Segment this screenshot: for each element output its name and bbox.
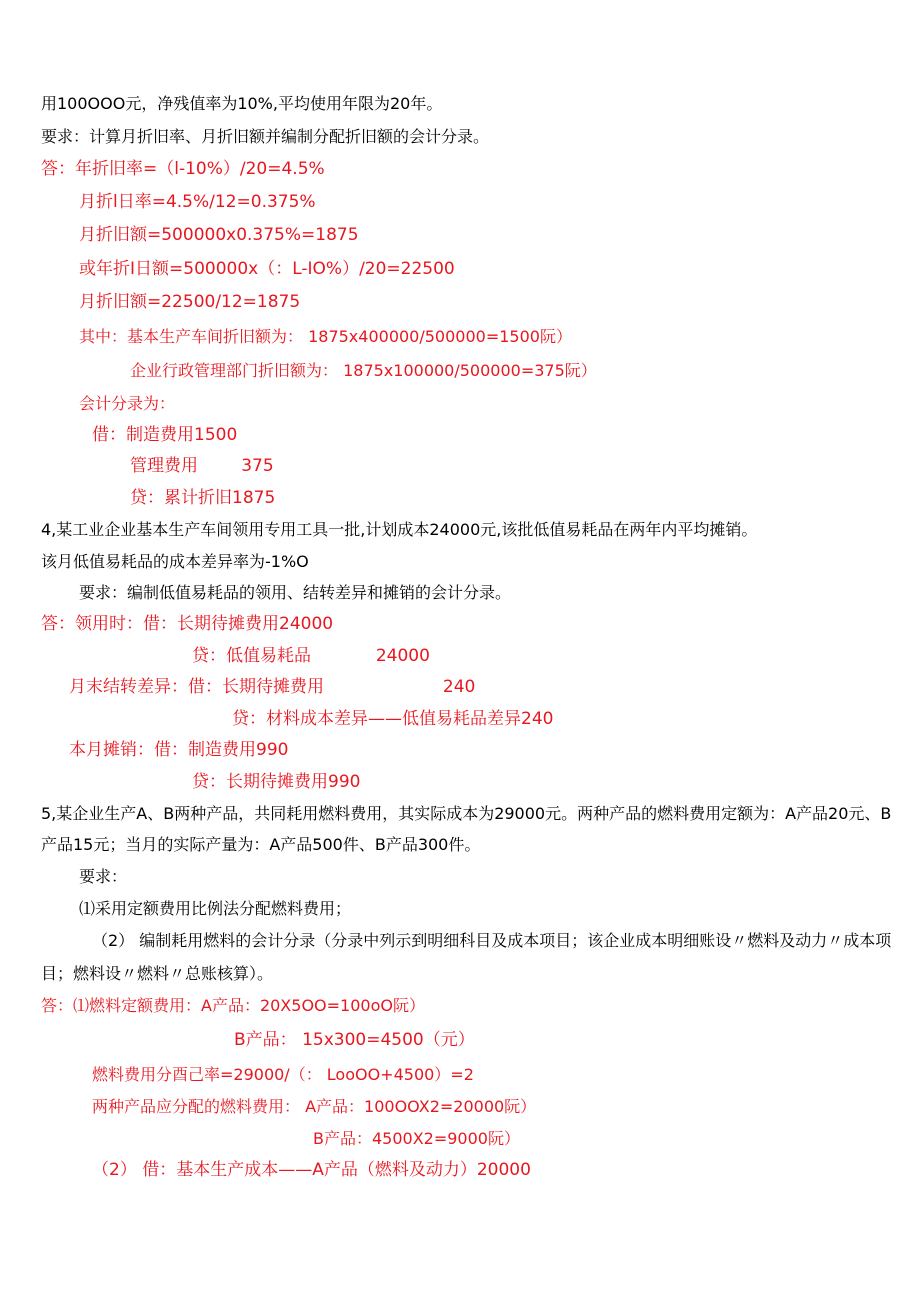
answer-line: 答：⑴燃料定额费用：A产品：20X5OO=100oO阮）: [41, 996, 425, 1015]
answer-line: 其中：基本生产车间折旧额为： 1875x400000/500000=1500阮）: [79, 327, 572, 346]
text-line: 要求：编制低值易耗品的领用、结转差异和摊销的会计分录。: [79, 583, 512, 602]
answer-line: 月折l日率=4.5%∕12=0.375%: [79, 192, 316, 212]
answer-line: 两种产品应分配的燃料费用： A产品：100OOX2=20000阮）: [92, 1097, 537, 1116]
text-line: 5,某企业生产A、B两种产品，共同耗用燃料费用，其实际成本为29000元。两种产品的燃料费用定额为：A产品20元、B: [41, 804, 892, 823]
text-line: 4,某工业企业基本生产车间领用专用工具一批,计划成本24000元,该批低值易耗品在两年内平均摊销。: [41, 520, 758, 539]
answer-line: 月末结转差异：借：长期待摊费用 240: [69, 677, 476, 697]
text-line: （2） 编制耗用燃料的会计分录（分录中列示到明细科目及成本项目；该企业成本明细账设〃燃料及动力〃成本项: [92, 931, 892, 950]
answer-line: 借：制造费用1500: [92, 425, 238, 445]
text-line: 用100OOO元，净残值率为10%,平均使用年限为20年。: [41, 94, 443, 113]
answer-line: 答：年折旧率=（l-10%）∕20=4.5%: [41, 159, 325, 179]
answer-line: 贷：材料成本差异——低值易耗品差异240: [232, 709, 554, 729]
text-line: 要求：计算月折旧率、月折旧额并编制分配折旧额的会计分录。: [41, 127, 490, 146]
answer-line: 月折旧额=22500/12=1875: [79, 292, 301, 312]
answer-line: 贷：长期待摊费用990: [192, 772, 361, 792]
answer-line: B产品：4500X2=9000阮）: [313, 1129, 520, 1148]
text-line: ⑴采用定额费用比例法分配燃料费用；: [79, 899, 352, 918]
answer-line: （2） 借：基本生产成本——A产品（燃料及动力）20000: [92, 1160, 531, 1180]
answer-line: 燃料费用分酉己率=29000/（： LooOO+4500）=2: [92, 1065, 474, 1084]
answer-line: 月折旧额=500000x0.375%=1875: [79, 225, 359, 245]
answer-line: 会计分录为：: [79, 394, 176, 413]
text-line: 目；燃料设〃燃料〃总账核算）。: [41, 964, 274, 983]
answer-line: 管理费用 375: [130, 456, 274, 476]
answer-line: 贷：低值易耗品 24000: [192, 646, 430, 666]
answer-line: B产品： 15x300=4500（元）: [234, 1030, 475, 1050]
answer-line: 答：领用时：借：长期待摊费用24000: [41, 614, 334, 634]
answer-line: 本月摊销：借：制造费用990: [69, 740, 289, 760]
answer-line: 贷：累计折旧1875: [130, 488, 276, 508]
answer-line: 或年折I日额=500000x（：L-IO%）∕20=22500: [79, 259, 455, 279]
answer-line: 企业行政管理部门折旧额为： 1875x100000/500000=375阮）: [130, 361, 597, 380]
text-line: 要求：: [79, 867, 128, 886]
text-line: 产品15元；当月的实际产量为：A产品500件、B产品300件。: [41, 835, 481, 854]
text-line: 该月低值易耗品的成本差异率为-1%O: [41, 552, 309, 571]
